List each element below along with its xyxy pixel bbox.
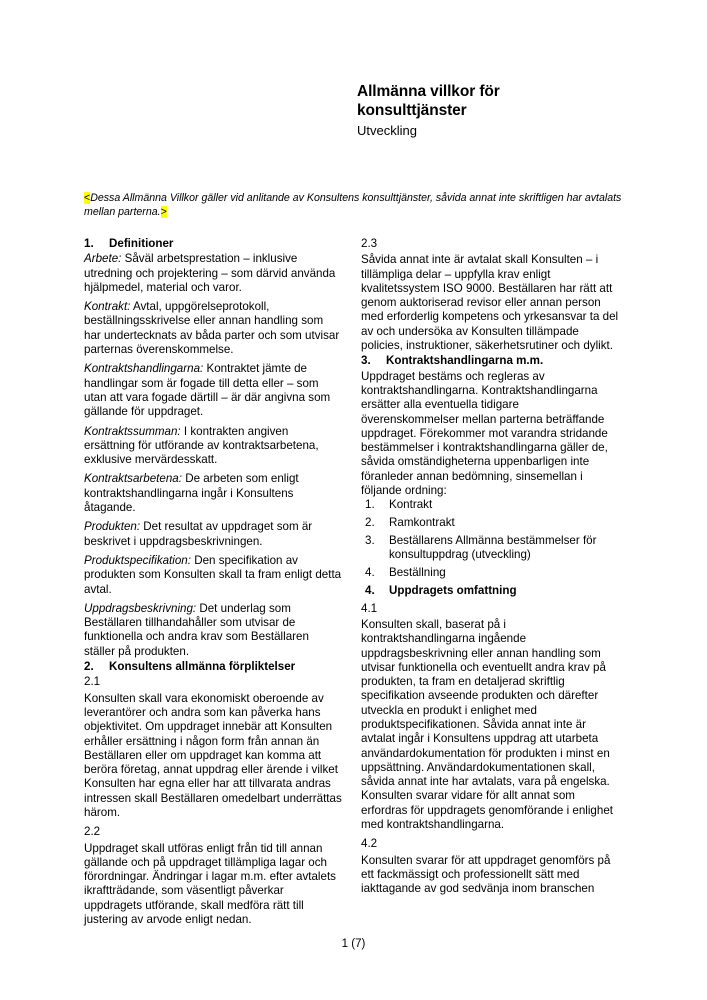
list-item xyxy=(361,566,619,580)
intro-close-bracket: > xyxy=(160,206,167,219)
definition-text: Såväl arbetsprestation – inklusive utredning och projektering – som därvid använda hjälpmedel, material och varor. xyxy=(84,252,336,294)
section-3-number: 3. xyxy=(361,354,371,368)
section-heading-3 xyxy=(361,354,619,368)
list-item-number: 1. xyxy=(365,498,375,512)
clause-number-2-1: 2.1 xyxy=(84,675,101,689)
definition-item xyxy=(84,252,342,295)
priority-list xyxy=(361,498,619,598)
list-item-label: Beställarens Allmänna bestämmelser för konsultuppdrag (utveckling) xyxy=(389,533,597,562)
definition-text: De arbeten som enligt kontraktshandlingarna ingår i Konsultens åtagande. xyxy=(84,472,299,515)
page-title-line-2: konsulttjänster xyxy=(357,102,467,119)
list-item-number: 2. xyxy=(365,516,375,530)
intro-open-bracket: < xyxy=(84,192,91,204)
definition-text: Det resultat av uppdraget som är beskrivet i uppdragsbeskrivningen. xyxy=(84,520,313,548)
clause-text-2-3: Såvida annat inte är avtalat skall Konsulten – i tillämpliga delar – uppfylla krav enligt kvalitetssystem ISO 9000. Beställaren har rätt att genom auktoriserad revisor eller annan person med erforderlig kompetens och yrkesansvar ta del av och undersöka av Konsulten tillämpade policies, instruktioner, säkerhetsrutiner och dylikt. xyxy=(361,253,619,353)
section-3-text: Uppdraget bestäms och regleras av kontraktshandlingarna. Kontraktshandlingarna ersätter alla eventuella tidigare överenskommelser mellan parterna beträffande uppdraget. Förekommer mot varandra stridande bestämmelser i kontraktshandlingarna gäller de, såvida omständigheterna uppenbarligen inte föranleder annan bedömning, sinsemellan i följande ordning: xyxy=(361,369,608,498)
section-heading-4 xyxy=(361,584,619,598)
definition-text: Den specifikation av produkten som Konsulten skall ta fram enligt detta avtal. xyxy=(84,553,342,596)
document-title-block xyxy=(357,82,657,139)
definition-item xyxy=(84,362,342,419)
definition-item xyxy=(84,554,342,597)
clause-number-4-1: 4.1 xyxy=(361,601,378,615)
list-item-label: Ramkontrakt xyxy=(389,516,455,530)
page-subtitle: Utveckling xyxy=(357,123,417,138)
definition-term: Produktspecifikation: xyxy=(84,553,191,567)
definition-term: Kontrakt: xyxy=(84,300,131,314)
clause-text-4-2: Konsulten svarar för att uppdraget genomförs på ett fackmässigt och professionellt sätt med iakttagande av god sedvänja inom branschen xyxy=(361,853,611,896)
definition-term: Kontraktssumman: xyxy=(84,424,181,438)
definition-item xyxy=(84,602,342,659)
definition-item xyxy=(84,425,342,468)
right-column xyxy=(361,236,619,897)
definition-text: I kontrakten angiven ersättning för utförande av kontraktsarbetena, exklusive mervärdesskatt. xyxy=(84,424,319,467)
intro-paragraph xyxy=(84,191,637,219)
definition-term: Kontraktshandlingarna: xyxy=(84,362,204,376)
section-2-label: Konsultens allmänna förpliktelser xyxy=(109,660,296,674)
definition-text: Avtal, uppgörelseprotokoll, beställningsskrivelse eller annan handling som har undertecknats av båda parter och som utvisar parternas överenskommelse. xyxy=(84,300,340,357)
section-1-number: 1. xyxy=(84,237,94,250)
page-title xyxy=(357,82,657,120)
list-item-label: Kontrakt xyxy=(389,498,433,512)
definition-term: Produkten: xyxy=(84,520,141,534)
clause-text-2-2: Uppdraget skall utföras enligt från tid till annan gällande och på uppdraget tillämpliga lagar och förordningar. Ändringar i lagar m.m. efter avtalets ikraftträdande, som väsentligt påverkar uppdragets utförande, skall medföra rätt till justering av arvode enligt nedan. xyxy=(84,841,336,927)
definition-term: Arbete: xyxy=(84,252,122,266)
clause-number-2-3: 2.3 xyxy=(361,237,378,250)
definition-item xyxy=(84,300,342,357)
list-item-label: Beställning xyxy=(389,566,446,580)
section-4-number: 4. xyxy=(365,583,375,597)
section-4-label: Uppdragets omfattning xyxy=(389,583,517,597)
definition-item xyxy=(84,520,342,549)
section-heading-1 xyxy=(84,237,342,251)
definition-term: Kontraktsarbetena: xyxy=(84,472,182,486)
clause-number-4-2: 4.2 xyxy=(361,837,378,851)
intro-text: Dessa Allmänna Villkor gäller vid anlitande av Konsultens konsulttjänster, såvida annat inte skriftligen har avtalats mellan parterna. xyxy=(84,192,622,219)
list-item xyxy=(361,516,619,530)
section-2-number: 2. xyxy=(84,660,94,674)
clause-number-2-2: 2.2 xyxy=(84,825,101,839)
clause-text-4-1: Konsulten skall, baserat på i kontraktshandlingarna ingående uppdragsbeskrivning eller annan handling som utvisar funktionella och eventuellt andra krav på produkten, ta fram en detaljerad skriftlig specifikation avseende produkten och därefter utveckla en produkt i enlighet med produktspecifikationen. Såvida annat inte är avtalat ingår i Konsultens uppdrag att utarbeta användardokumentation för produkten i minst en uppsättning. Användardokumentationen skall, såvida annat inte har avtalats, vara på engelska. Konsulten svarar vidare för allt annat som erfordras för uppdragets genomförande i enlighet med kontraktshandlingarna. xyxy=(361,617,613,832)
definition-text: Kontraktet jämte de handlingar som är fogade till detta eller – som utan att vara fogade därtill – är där angivna som gällande för uppdraget. xyxy=(84,362,331,419)
definition-term: Uppdragsbeskrivning: xyxy=(84,601,197,615)
list-item-number: 3. xyxy=(365,533,375,547)
clause-text-2-1: Konsulten skall vara ekonomiskt oberoende av leverantörer och andra som kan påverka hans objektivitet. Om uppdraget innebär att Konsulten erhåller ersättning i någon form från annan än Beställaren eller om uppdraget kan komma att beröra företag, annat uppdrag eller ärende i vilket Konsulten har egna eller har att tillvarata andras intressen skall Beställaren omedelbart underrättas härom. xyxy=(84,691,342,819)
list-item xyxy=(361,534,619,563)
left-column xyxy=(84,236,342,932)
section-heading-2 xyxy=(84,660,342,674)
definition-item xyxy=(84,472,342,515)
definition-text: Det underlag som Beställaren tillhandahåller som utvisar de funktionella och andra krav som Beställaren ställer på produkten. xyxy=(84,601,309,658)
section-1-label: Definitioner xyxy=(109,237,174,250)
section-3-label: Kontraktshandlingarna m.m. xyxy=(386,354,544,368)
page-title-line-1: Allmänna villkor för xyxy=(357,83,500,100)
page-footer: 1 (7) xyxy=(341,938,366,950)
list-item-number: 4. xyxy=(365,566,375,580)
list-item xyxy=(361,498,619,512)
